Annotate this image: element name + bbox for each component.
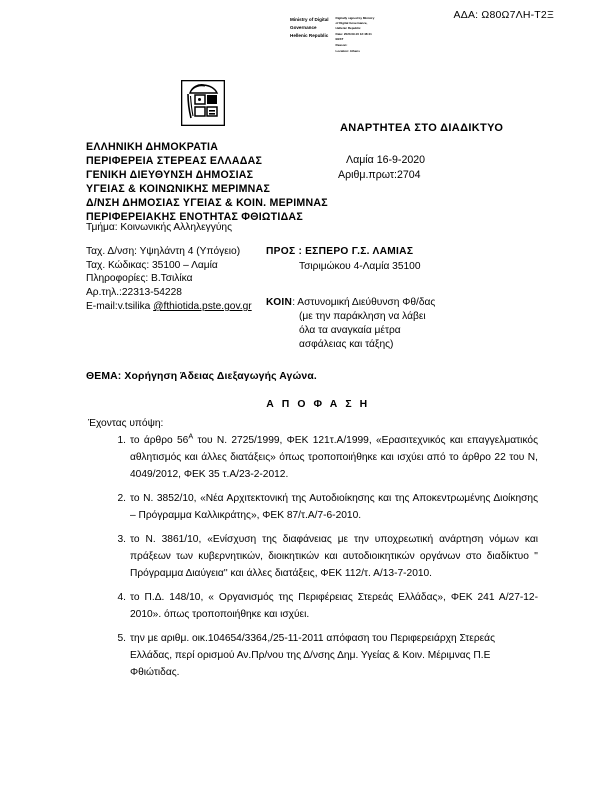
preamble-text: Έχοντας υπόψη:: [88, 418, 164, 429]
recipient-row: [266, 245, 421, 260]
signature-detail-line: Hellenic Republic: [335, 25, 361, 30]
authority-line-region: ΠΕΡΙΦΕΡΕΙΑ ΣΤΕΡΕΑΣ ΕΛΛΑΔΑΣ: [86, 155, 263, 167]
clause-number: 5.: [117, 632, 126, 644]
clause-superscript: Α: [188, 431, 194, 441]
contact-email-prefix: E-mail:v.tsilika: [86, 300, 154, 312]
ada-reference: ΑΔΑ: Ω80Ω7ΛΗ-Τ2Ξ: [453, 9, 554, 21]
authority-line-republic: ΕΛΛΗΝΙΚΗ ΔΗΜΟΚΡΑΤΙΑ: [86, 141, 219, 153]
clause-item: [86, 631, 538, 681]
issuing-authority-block: [86, 140, 328, 224]
clause-text: το Ν. 3852/10, «Νέα Αρχιτεκτονική της Αυτοδιοίκησης και της Αποκεντρωμένης Διοίκησης – Πρόγραμμα Καλλικράτης», ΦΕΚ 87/τ.Α/7-6-2010.: [130, 492, 538, 521]
signature-issuer-line: Hellenic Republic: [290, 32, 329, 38]
authority-line-health-welfare: ΥΓΕΙΑΣ & ΚΟΙΝΩΝΙΚΗΣ ΜΕΡΙΜΝΑΣ: [86, 183, 271, 195]
clause-text: το Π.Δ. 148/10, « Οργανισμός της Περιφέρειας Στερεάς Ελλάδας», ΦΕΚ 241 Α/27-12-2010». όπως τροποποιήθηκε και ισχύει.: [130, 591, 538, 620]
cc-note-line: όλα τα αναγκαία μέτρα: [299, 325, 401, 336]
cc-note-line: (με την παράκληση να λάβει: [299, 311, 426, 322]
signature-detail-line: Location: Athens: [335, 49, 360, 54]
contact-email-link[interactable]: @fthiotida.pste.gov.gr: [153, 300, 252, 312]
cc-name: : Αστυνομική Διεύθυνση Φθ/δας: [292, 297, 436, 308]
contact-email-row: [86, 300, 252, 314]
subject-line: [86, 371, 317, 382]
issue-details-block: [338, 153, 425, 183]
publication-notice: ΑΝΑΡΤΗΤΕΑ ΣΤΟ ΔΙΑΔΙΚΤΥΟ: [340, 122, 504, 134]
contact-address: Ταχ. Δ/νση: Υψηλάντη 4 (Υπόγειο): [86, 246, 241, 257]
signature-issuer: [290, 16, 329, 40]
signature-details: [336, 16, 375, 54]
clause-number: 3.: [117, 533, 126, 545]
clause-text-part: το άρθρο 56: [130, 435, 189, 446]
decision-heading: Α Π Ο Φ Α Σ Η: [266, 399, 370, 410]
department-line: Τμήμα: Κοινωνικής Αλληλεγγύης: [86, 222, 232, 233]
recipient-block: [266, 245, 421, 274]
clause-text: την με αριθμ. οικ.104654/3364,/25-11-2011 απόφαση του Περιφερειάρχη Στερεάς Ελλάδας, περί ορισμού Αν.Πρ/νου της Δ/νσης Δημ. Υγείας & Κοιν. Μέριμνας Π.Ε Φθιώτιδας.: [130, 632, 495, 678]
authority-line-directorate: Δ/ΝΣΗ ΔΗΜΟΣΙΑΣ ΥΓΕΙΑΣ & ΚΟΙΝ. ΜΕΡΙΜΝΑΣ: [86, 197, 328, 209]
cc-note-line: ασφάλειας και τάξης): [299, 339, 394, 350]
cc-row: [266, 296, 435, 310]
clause-list: [86, 433, 538, 689]
issue-place-date: Λαμία 16-9-2020: [346, 154, 426, 166]
authority-line-regional-unit: ΠΕΡΙΦΕΡΕΙΑΚΗΣ ΕΝΟΤΗΤΑΣ ΦΘΙΩΤΙΔΑΣ: [86, 211, 303, 223]
cc-label: ΚΟΙΝ: [266, 297, 293, 308]
signature-issuer-line: Governance: [290, 24, 317, 30]
recipient-label: ΠΡΟΣ :: [266, 246, 303, 257]
subject-text: Χορήγηση Άδειας Διεξαγωγής Αγώνα.: [121, 371, 317, 382]
authority-line-general-directorate: ΓΕΝΙΚΗ ΔΙΕΥΘΥΝΣΗ ΔΗΜΟΣΙΑΣ: [86, 169, 254, 181]
recipient-name: ΕΣΠΕΡΟ Γ.Σ. ΛΑΜΙΑΣ: [305, 246, 414, 257]
clause-number: 1.: [117, 435, 126, 446]
signature-issuer-line: Ministry of Digital: [290, 17, 329, 22]
signature-detail-line: Digitally signed by Ministry: [335, 16, 375, 20]
recipient-address: Τσιριμώκου 4-Λαμία 35100: [299, 260, 421, 272]
contact-info-person: Πληροφορίες: Β.Τσιλίκα: [86, 273, 193, 285]
digital-signature-stamp: [290, 16, 374, 54]
clause-text: [130, 433, 538, 483]
clause-item: [86, 532, 538, 582]
contact-postcode: Ταχ. Κώδικας: 35100 – Λαμία: [86, 259, 218, 271]
clause-number: 4.: [117, 591, 126, 603]
clause-item: [86, 491, 538, 525]
signature-detail-line: Date: 2020.09.16 12:48:41: [335, 31, 372, 36]
clause-text-part: του Ν. 2725/1999, ΦΕΚ 121τ.Α/1999, «Ερασιτεχνικός και επαγγελματικός αθλητισμός και άλλες διατάξεις» όπως τροποποιήθηκε και ισχύει από το άρθρο 22 του Ν, 4049/2012, ΦΕΚ 35 τ.Α/23-2-2012.: [130, 435, 538, 480]
clause-item: [86, 590, 538, 624]
signature-detail-line: of Digital Governance,: [335, 20, 368, 25]
clause-text: το Ν. 3861/10, «Ενίσχυση της διαφάνειας με την υποχρεωτική ανάρτηση νόμων και πράξεων των κυβερνητικών, διοικητικών και αυτοδιοικητικών οργάνων στο διαδίκτυο '' Πρόγραμμα Διαύγεια'' και άλλες διατάξεις, ΦΕΚ 112/τ. Α/13-7-2010.: [130, 533, 538, 579]
hellenic-republic-emblem-icon: [181, 80, 225, 126]
signature-detail-line: Reason:: [335, 43, 348, 48]
clause-item: [86, 433, 538, 483]
clause-number: 2.: [117, 492, 126, 504]
contact-block: [86, 245, 252, 314]
subject-label: ΘΕΜΑ:: [86, 371, 122, 382]
issue-protocol-number: Αριθμ.πρωτ:2704: [338, 169, 421, 182]
cc-block: [266, 296, 435, 352]
contact-phone: Αρ.τηλ.:22313-54228: [86, 287, 182, 299]
signature-detail-line: EEST: [335, 36, 344, 41]
